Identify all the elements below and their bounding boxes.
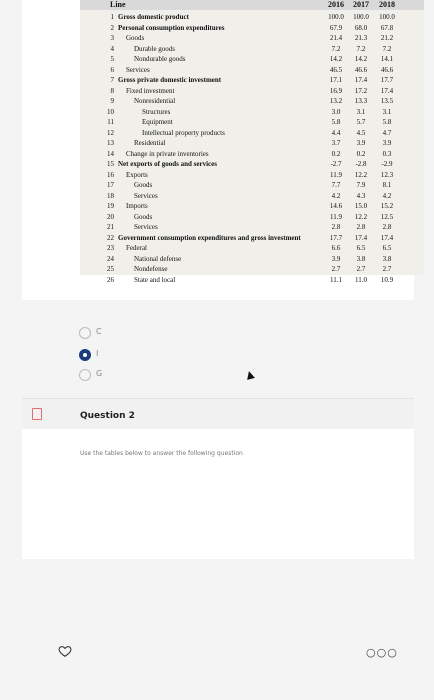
year-2016: 2016 bbox=[328, 0, 344, 9]
row-number: 11 bbox=[107, 118, 114, 126]
cell-value: 3.8 bbox=[382, 254, 392, 263]
cell-value: 21.3 bbox=[354, 34, 368, 42]
year-2017: 2017 bbox=[353, 0, 369, 9]
cell-value: 100.0 bbox=[353, 13, 369, 21]
year-2018: 2018 bbox=[379, 0, 395, 9]
row-label: Goods bbox=[126, 34, 145, 42]
cell-value: 7.2 bbox=[331, 44, 341, 53]
cell-value: 8.1 bbox=[382, 181, 392, 189]
row-label: Intellectual property products bbox=[142, 128, 225, 137]
cell-value: 12.5 bbox=[380, 212, 394, 221]
gdp-table-image bbox=[80, 0, 424, 284]
row-label: Fixed investment bbox=[126, 86, 175, 95]
table-row bbox=[80, 213, 424, 224]
cell-value: 67.9 bbox=[329, 23, 343, 32]
cell-value: 12.2 bbox=[354, 212, 368, 221]
cell-value: 7.2 bbox=[382, 44, 392, 53]
cell-value: 12.2 bbox=[354, 170, 368, 179]
cell-value: 4.4 bbox=[331, 128, 341, 137]
cell-value: 3.8 bbox=[356, 254, 366, 263]
cell-value: 5.7 bbox=[356, 118, 366, 126]
cell-value: 6.6 bbox=[331, 244, 341, 252]
row-number: 22 bbox=[107, 233, 114, 242]
row-number: 4 bbox=[110, 44, 114, 53]
cell-value: 21.2 bbox=[380, 34, 394, 42]
row-number: 9 bbox=[110, 97, 114, 105]
row-number: 17 bbox=[107, 181, 114, 189]
row-label: Gross private domestic investment bbox=[118, 76, 222, 84]
row-number: 2 bbox=[110, 23, 114, 32]
table-row bbox=[80, 192, 424, 203]
cell-value: 4.2 bbox=[382, 191, 392, 200]
row-number: 6 bbox=[110, 65, 114, 74]
line-header: Line bbox=[110, 0, 126, 9]
mouse-cursor-icon bbox=[245, 370, 255, 380]
cell-value: 100.0 bbox=[379, 13, 395, 21]
table-row bbox=[80, 76, 424, 87]
cell-value: -2.8 bbox=[355, 160, 367, 168]
cell-value: 15.2 bbox=[380, 202, 394, 210]
row-number: 15 bbox=[107, 160, 114, 168]
table-row bbox=[80, 118, 424, 129]
row-number: 20 bbox=[107, 212, 114, 221]
cell-value: 11.9 bbox=[330, 212, 342, 221]
table-row bbox=[80, 87, 424, 98]
cell-value: 3.1 bbox=[382, 107, 392, 116]
row-number: 25 bbox=[107, 265, 114, 273]
row-number: 23 bbox=[107, 244, 114, 252]
cell-value: 0.3 bbox=[382, 149, 392, 158]
cell-value: 17.4 bbox=[380, 86, 394, 95]
row-number: 3 bbox=[110, 34, 114, 42]
cell-value: 17.1 bbox=[329, 76, 343, 84]
cell-value: 3.7 bbox=[331, 139, 341, 147]
cell-value: 4.3 bbox=[356, 191, 366, 200]
row-label: Federal bbox=[126, 244, 147, 252]
cell-value: 2.7 bbox=[382, 265, 392, 273]
table-row bbox=[80, 24, 424, 35]
table-row bbox=[80, 45, 424, 56]
cell-value: 11.0 bbox=[355, 275, 367, 284]
cell-value: 17.7 bbox=[329, 233, 343, 242]
cell-value: 14.2 bbox=[354, 55, 368, 63]
table-row bbox=[80, 97, 424, 108]
cell-value: -2.9 bbox=[381, 160, 393, 168]
cell-value: 13.5 bbox=[380, 97, 394, 105]
more-options-icon[interactable]: ○○○ bbox=[366, 646, 398, 659]
table-row bbox=[80, 108, 424, 119]
cell-value: 14.6 bbox=[329, 202, 343, 210]
table-row bbox=[80, 139, 424, 150]
table-row bbox=[80, 255, 424, 266]
option-i-label[interactable]: I bbox=[96, 349, 99, 358]
cell-value: 17.7 bbox=[380, 76, 394, 84]
table-row bbox=[80, 66, 424, 77]
cell-value: 17.2 bbox=[354, 86, 368, 95]
cell-value: 3.0 bbox=[331, 107, 341, 116]
question-title: Question 2 bbox=[80, 411, 135, 421]
table-header bbox=[80, 0, 424, 10]
row-label: Durable goods bbox=[134, 44, 176, 53]
row-label: Services bbox=[126, 65, 150, 74]
cell-value: 100.0 bbox=[328, 13, 344, 21]
row-number: 21 bbox=[107, 223, 114, 231]
row-label: Goods bbox=[134, 212, 153, 221]
cell-value: 11.1 bbox=[330, 275, 342, 284]
row-label: Nondurable goods bbox=[134, 55, 186, 63]
table-row bbox=[80, 171, 424, 182]
option-g-label[interactable]: G bbox=[96, 369, 103, 378]
row-label: Goods bbox=[134, 181, 153, 189]
row-label: Net exports of goods and services bbox=[118, 160, 217, 168]
cell-value: 46.6 bbox=[380, 65, 394, 74]
cell-value: 0.2 bbox=[331, 149, 341, 158]
row-number: 8 bbox=[110, 86, 114, 95]
table-row bbox=[80, 129, 424, 140]
cell-value: 16.9 bbox=[329, 86, 343, 95]
cell-value: 5.8 bbox=[331, 118, 341, 126]
table-row bbox=[80, 223, 424, 234]
table-row bbox=[80, 202, 424, 213]
cell-value: 46.5 bbox=[329, 65, 343, 74]
cell-value: 4.2 bbox=[331, 191, 341, 200]
option-i-radio[interactable] bbox=[79, 349, 91, 361]
row-label: National defense bbox=[134, 254, 182, 263]
row-label: Services bbox=[134, 191, 158, 200]
cell-value: 13.2 bbox=[329, 97, 343, 105]
table-row bbox=[80, 276, 424, 287]
cell-value: 17.4 bbox=[380, 233, 394, 242]
cell-value: 21.4 bbox=[329, 34, 343, 42]
table-row bbox=[80, 265, 424, 276]
option-c-radio[interactable] bbox=[79, 327, 91, 339]
row-label: Structures bbox=[142, 107, 171, 116]
cell-value: 4.7 bbox=[382, 128, 392, 137]
row-label: Government consumption expenditures and gross investment bbox=[118, 233, 301, 242]
cell-value: 2.7 bbox=[331, 265, 341, 273]
question-text: Use the tables below to answer the following question bbox=[80, 450, 243, 457]
table-row bbox=[80, 13, 424, 24]
cell-value: 5.8 bbox=[382, 118, 392, 126]
row-number: 26 bbox=[107, 275, 114, 284]
table-row bbox=[80, 55, 424, 66]
cell-value: 10.9 bbox=[380, 275, 394, 284]
table-row bbox=[80, 234, 424, 245]
cell-value: -2.7 bbox=[330, 160, 342, 168]
row-label: State and local bbox=[134, 275, 176, 284]
row-number: 13 bbox=[107, 139, 114, 147]
row-number: 14 bbox=[107, 149, 114, 158]
cell-value: 13.3 bbox=[354, 97, 368, 105]
row-label: Imports bbox=[126, 202, 148, 210]
row-number: 10 bbox=[107, 107, 114, 116]
question-2-card bbox=[22, 398, 414, 559]
table-row bbox=[80, 160, 424, 171]
cell-value: 2.8 bbox=[331, 223, 341, 231]
row-label: Gross domestic product bbox=[118, 13, 189, 21]
table-row bbox=[80, 34, 424, 45]
table-row bbox=[80, 150, 424, 161]
cell-value: 2.8 bbox=[382, 223, 392, 231]
row-number: 5 bbox=[110, 55, 114, 63]
cell-value: 15.0 bbox=[354, 202, 368, 210]
row-number: 24 bbox=[107, 254, 114, 263]
row-label: Equipment bbox=[142, 118, 173, 126]
bottom-bar bbox=[0, 628, 434, 700]
cell-value: 2.8 bbox=[356, 223, 366, 231]
cell-value: 67.8 bbox=[380, 23, 394, 32]
cell-value: 4.5 bbox=[356, 128, 366, 137]
row-label: Exports bbox=[126, 170, 148, 179]
cell-value: 3.1 bbox=[356, 107, 366, 116]
option-c-label[interactable]: C bbox=[96, 327, 102, 336]
heart-icon[interactable] bbox=[58, 644, 72, 658]
option-g-radio[interactable] bbox=[79, 369, 91, 381]
table-row bbox=[80, 244, 424, 255]
row-label: Services bbox=[134, 223, 158, 231]
cell-value: 2.7 bbox=[356, 265, 366, 273]
row-label: Personal consumption expenditures bbox=[118, 23, 225, 32]
cell-value: 7.2 bbox=[356, 44, 366, 53]
cell-value: 0.2 bbox=[356, 149, 366, 158]
row-number: 7 bbox=[110, 76, 114, 84]
row-label: Residential bbox=[134, 139, 166, 147]
cell-value: 3.9 bbox=[331, 254, 341, 263]
row-label: Nonresidential bbox=[134, 97, 176, 105]
cell-value: 46.6 bbox=[354, 65, 368, 74]
cell-value: 3.9 bbox=[382, 139, 392, 147]
row-number: 19 bbox=[107, 202, 114, 210]
row-number: 12 bbox=[107, 128, 114, 137]
cell-value: 14.1 bbox=[380, 55, 394, 63]
flag-icon[interactable] bbox=[32, 408, 42, 420]
row-number: 18 bbox=[107, 191, 114, 200]
cell-value: 68.0 bbox=[354, 23, 368, 32]
row-label: Nondefense bbox=[134, 265, 168, 273]
cell-value: 12.3 bbox=[380, 170, 394, 179]
question-header bbox=[22, 399, 414, 429]
row-number: 1 bbox=[110, 13, 114, 21]
cell-value: 7.9 bbox=[356, 181, 366, 189]
cell-value: 7.7 bbox=[331, 181, 341, 189]
cell-value: 17.4 bbox=[354, 233, 368, 242]
table-row bbox=[80, 181, 424, 192]
cell-value: 6.5 bbox=[382, 244, 392, 252]
row-number: 16 bbox=[107, 170, 114, 179]
question-1-card bbox=[22, 0, 414, 300]
cell-value: 6.5 bbox=[356, 244, 366, 252]
row-label: Change in private inventories bbox=[126, 149, 209, 158]
cell-value: 14.2 bbox=[329, 55, 343, 63]
cell-value: 3.9 bbox=[356, 139, 366, 147]
cell-value: 11.9 bbox=[330, 170, 342, 179]
cell-value: 17.4 bbox=[354, 76, 368, 84]
